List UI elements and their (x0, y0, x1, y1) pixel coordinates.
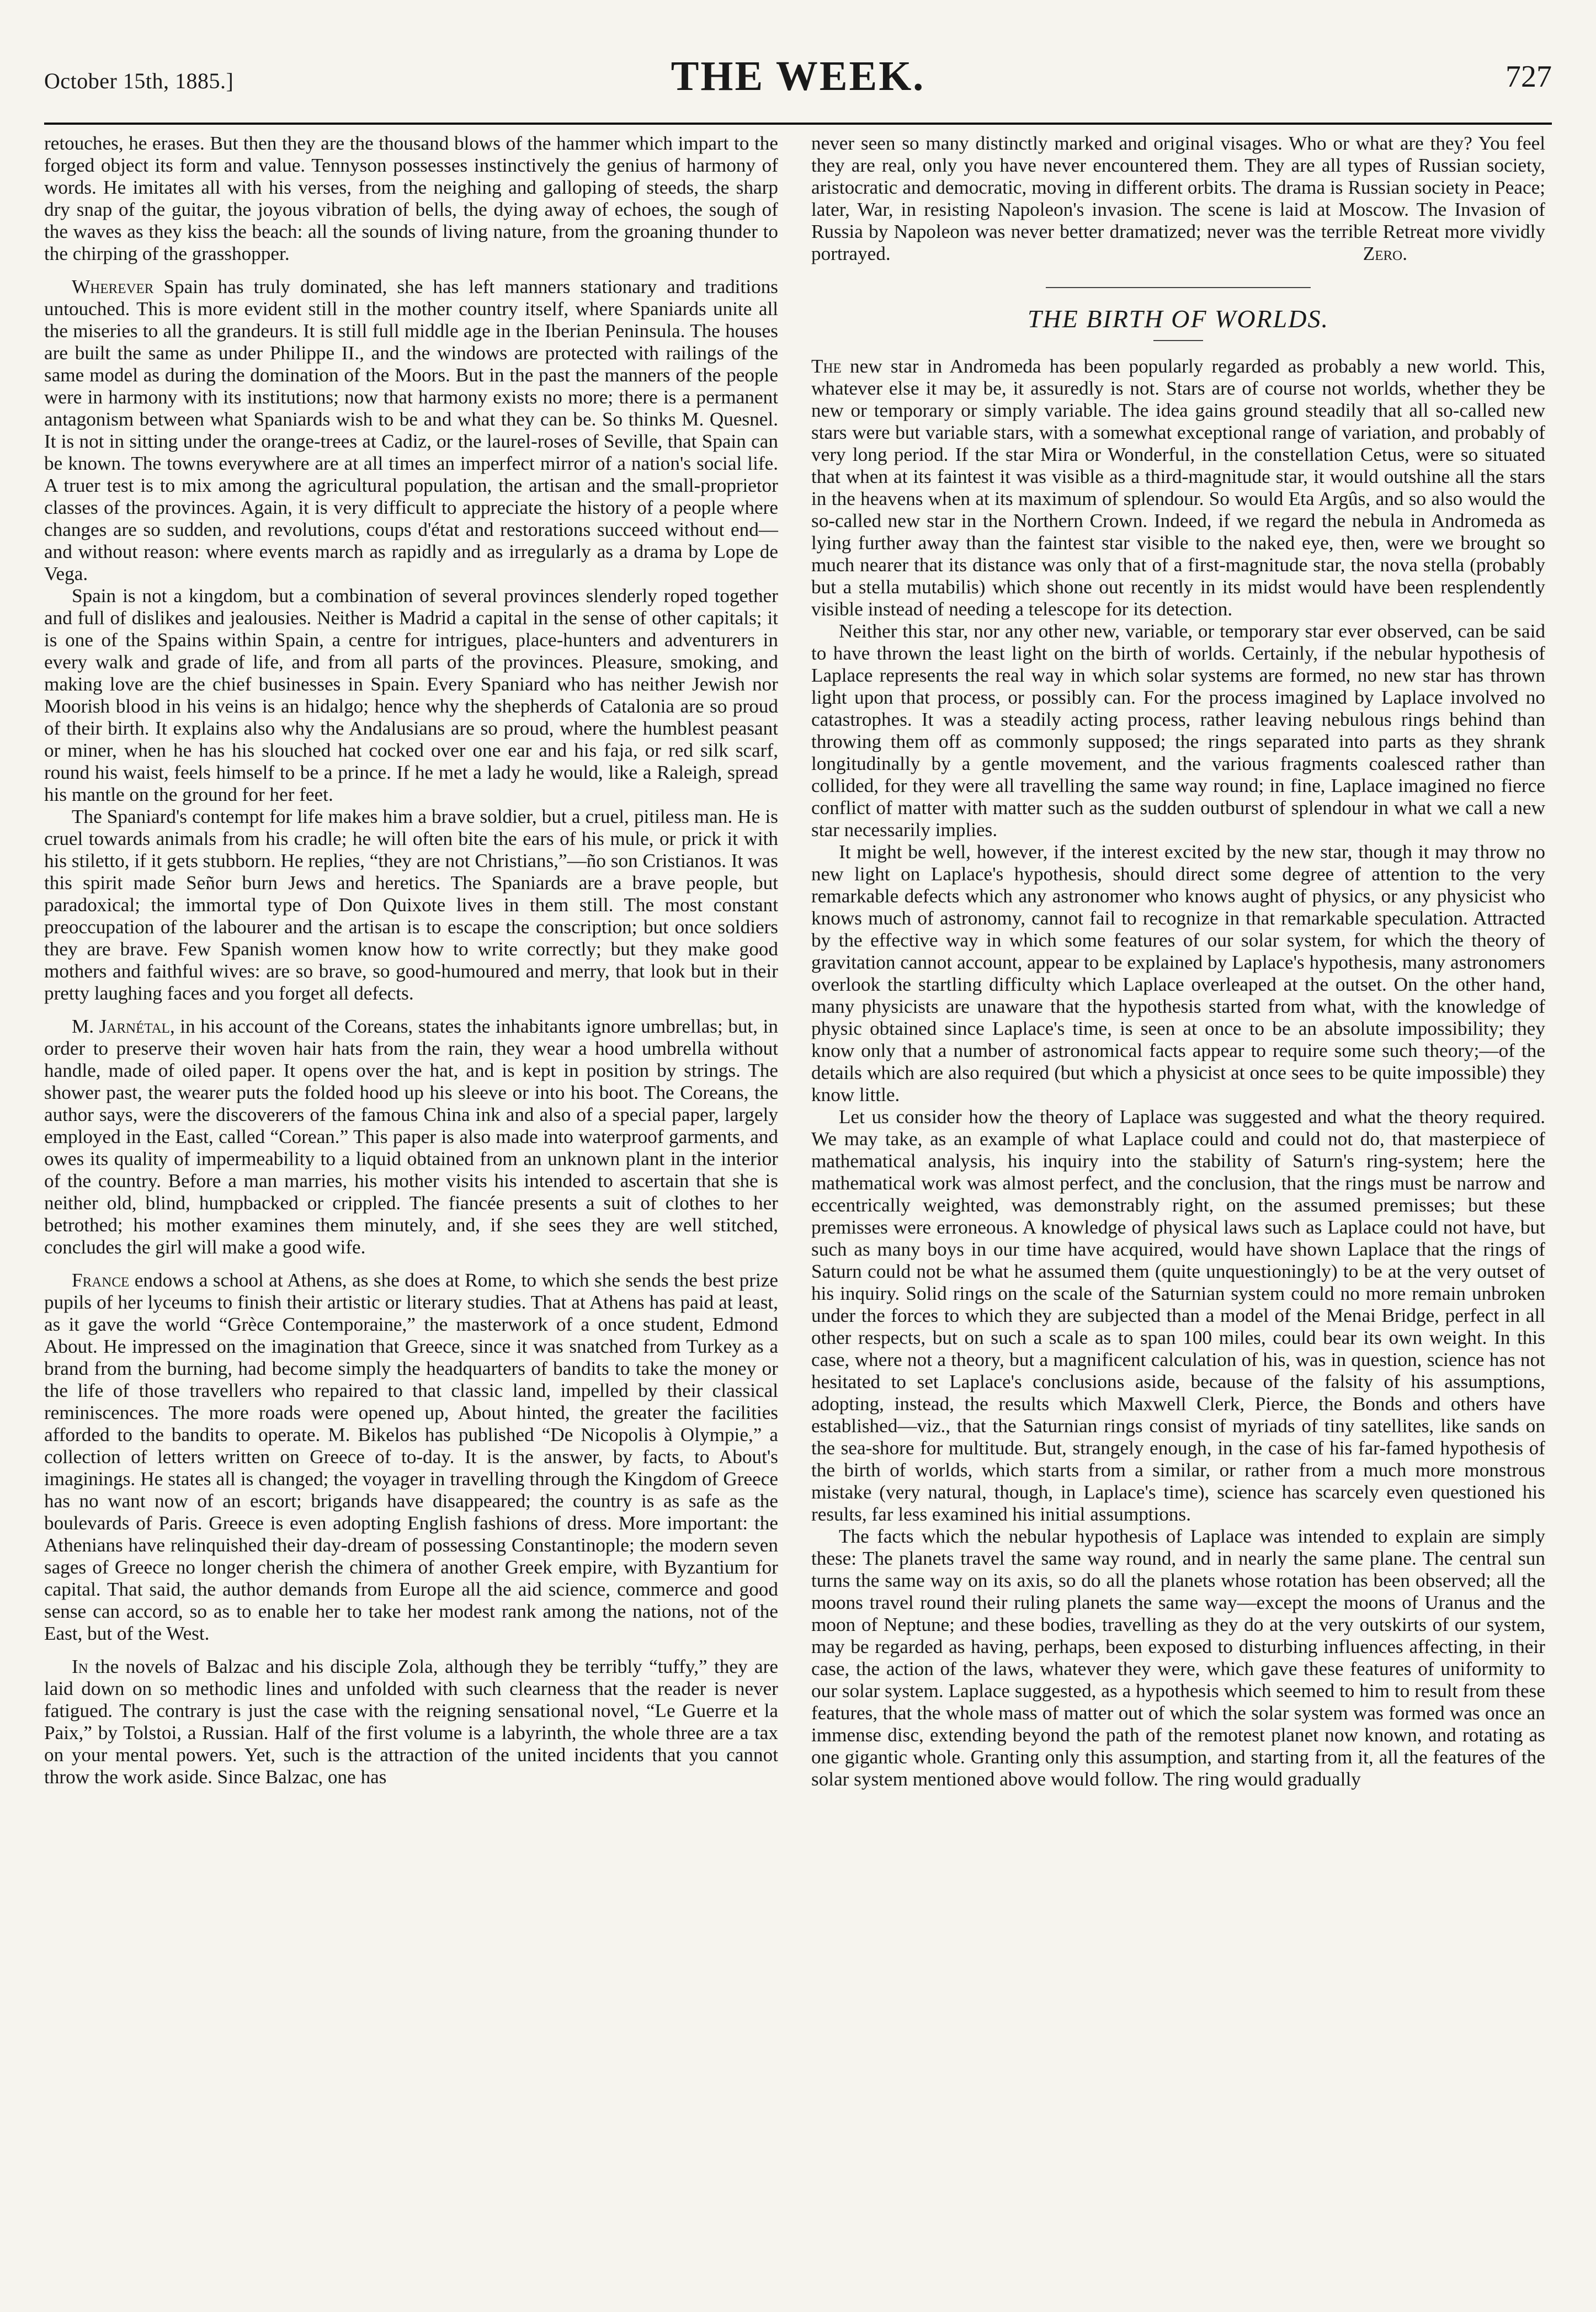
paragraph-text: Spain has truly dominated, she has left manners stationary and traditions untouched. This is more evident still in the mother country itself, where Spaniards unite all the miseries to all the grandeurs. It is still full middle age in the Iberian Peninsula. The houses are built the same as under Philippe II., and the windows are protected with railings of the same model as during the domination of the Moors. But in the past the manners of the people were in harmony with its institutions; now that harmony exists no more; there is a permanent antagonism between what Spaniards wish to be and what they can be. So thinks M. Quesnel. It is not in sitting under the orange-trees at Cadiz, or the laurel-roses of Seville, that Spain can be known. The towns everywhere are at all times an imperfect mirror of a nation's social life. A truer test is to mix among the agricultural population, the artisan and the small-proprietor classes of the provinces. Again, it is very difficult to appreciate the history of a people where changes are so sudden, and revolutions, coups d'état and restorations succeed without end—and without reason: where events march as rapidly and as irregularly as a drama by Lope de Vega. (44, 276, 778, 584)
publication-title: THE WEEK. (671, 53, 925, 99)
paragraph: The Spaniard's contempt for life makes him a brave soldier, but a cruel, pitiless man. He is cruel towards animals from his cradle; he will often bite the ears of his mule, or prick it with his stiletto, if it gets stubborn. He replies, “they are not Christians,”—ño son Cristianos. It was this spirit made Señor burn Jews and heretics. The Spaniards are a brave people, but paradoxical; the immortal type of Don Quixote lives in them still. The most constant preoccupation of the labourer and the artisan is to escape the conscription; but once soldiers they are brave. Few Spanish women know how to write correctly; but they make good mothers and faithful wives: are so brave, so good-humoured and merry, that look but in their pretty laughing faces and you forget all defects. (44, 806, 778, 1004)
paragraph: It might be well, however, if the interest excited by the new star, though it may throw no new light on Laplace's hypothesis, should direct some degree of attention to the very remarkable defects which any astronomer who knows aught of physics, or any physicist who knows much of astronomy, cannot fail to recognize in that remarkable speculation. Attracted by the effective way in which some features of our solar system, for which the theory of gravitation cannot account, appear to be explained by Laplace's hypothesis, many astronomers overlook the startling difficulty which Laplace overleaped at the outset. On the other hand, many physicists are unaware that the hypothesis started from what, with the knowledge of physic obtained since Laplace's time, is seen at once to be an absolute impossibility; they know only that a number of astronomical facts appear to require some such theory;—of the details which are also required (but which a physicist at once sees to be quite impossible) they know little. (811, 841, 1545, 1105)
paragraph: Let us consider how the theory of Laplace was suggested and what the theory required. We may take, as an example of what Laplace could and could not do, that masterpiece of mathematical analysis, his inquiry into the stability of Saturn's ring-system; here the mathematical work was almost perfect, and the conclusion, that the rings must be narrow and eccentrically weighted, was demonstrably right, on the assumed premisses; but these premisses were erroneous. A knowledge of physical laws such as Laplace could not have, but such as many boys in our time have acquired, would have shown Laplace that the rings of Saturn could not be what he assumed them (quite unquestioningly) to be at the very outset of his inquiry. Solid rings on the scale of the Saturnian system could no more remain unbroken under the forces to which they are subjected than a model of the Menai Bridge, perfect in all other respects, but on such a scale as to span 100 miles, could bear its own weight. In this case, where not a theory, but a magnificent calculation of his, was in question, science has not hesitated to set Laplace's conclusions aside, because of the falsity of his assumptions, adopting, instead, the results which Maxwell Clerk, Pierce, the Bonds and others have established—viz., that the Saturnian rings consist of myriads of tiny satellites, like sands on the sea-shore for multitude. But, strangely enough, in the case of his far-famed hypothesis of the birth of worlds, which starts from a similar, or rather from a much more monstrous mistake (very natural, though, in Laplace's time), science has scarcely even questioned his results, far less examined his initial assumptions. (811, 1106, 1545, 1525)
header-rule (44, 123, 1552, 125)
paragraph (44, 1016, 778, 1258)
title-rule (1153, 340, 1203, 341)
section-divider (1046, 287, 1311, 288)
article-title: THE BIRTH OF WORLDS. (1028, 305, 1329, 333)
paragraph (44, 1269, 778, 1645)
paragraph (44, 1656, 778, 1788)
lead-word: Wherever (72, 276, 154, 297)
paragraph-text: the novels of Balzac and his disciple Zola, although they be terribly “tuffy,” they are laid down on so methodic lines and unfolded with such clearness that the reader is never fatigued. The contrary is just the case with the reigning sensational novel, “Le Guerre et la Paix,” by Tolstoi, a Russian. Half of the first volume is a labyrinth, the whole three are a tax on your mental powers. Yet, such is the attraction of the united incidents that you cannot throw the work aside. Since Balzac, one has (44, 1656, 778, 1788)
paragraph-text: in his account of the Coreans, states the inhabitants ignore umbrellas; but, in order to preserve their woven hair hats from the rain, they wear a hood umbrella without handle, made of oiled paper. It opens over the hat, and is kept in position by strings. The shower past, the wearer puts the folded hood up his sleeve or into his boot. The Coreans, the author says, were the discoverers of the famous China ink and also of a special paper, largely employed in the East, called “Corean.” This paper is also made into waterproof garments, and owes its quality of impermeability to a liquid obtained from an unknown plant in the interior of the country. Before a man marries, his mother visits his intended to ascertain that she is neither old, blind, humpbacked or crippled. The fiancée presents a suit of clothes to her betrothed; his mother examines them minutely, and, if she sees they are well stitched, concludes the girl will make a good wife. (44, 1016, 779, 1258)
paragraph-text: endows a school at Athens, as she does at Rome, to which she sends the best prize pupils of her lyceums to finish their artistic or literary studies. That at Athens has paid at least, as it gave the world “Grèce Contemporaine,” the masterwork of a once student, Edmond About. He impressed on the imagination that Greece, since it was snatched from Turkey as a brand from the burning, had become simply the headquarters of bandits to take the money or the life of those travellers who repaired to that classic land, impelled by their classical reminiscences. The more roads were opened up, About hinted, the greater the facilities afforded to the bandits to operate. M. Bikelos has published “De Nicopolis à Olympie,” a collection of letters written on Greece of to-day. It is the answer, by facts, to About's imaginings. He states all is changed; the voyager in travelling through the Kingdom of Greece has no want now of an escort; brigands have disappeared; the country is as safe as the boulevards of Paris. Greece is even adopting English fashions of dress. More important: the Athenians have relinquished their day-dream of possessing Constantinople; the modern seven sages of Greece no longer cherish the chimera of another Greek empire, with Byzantium for capital. That said, the author demands from Europe all the aid science, commerce and good sense can accord, so as to enable her to take her modest rank among the nations, not of the East, but of the West. (44, 1269, 778, 1644)
page-header (44, 52, 1552, 113)
right-column (811, 132, 1545, 1790)
lead-word: France (72, 1269, 130, 1291)
lead-word: The (811, 355, 842, 377)
paragraph: The facts which the nebular hypothesis of Laplace was intended to explain are simply these: The planets travel the same way round, and in nearly the same plane. The central sun turns the same way on its axis, so do all the planets whose rotation has been observed; all the moons travel round their ruling planets the same way—except the moons of Uranus and the moon of Neptune; and these bodies, travelling as they do at the very outskirts of our system, may be regarded as having, perhaps, been exposed to disturbing influences affecting, in their case, the action of the laws, whatever they were, which gave these features of uniformity to our solar system. Laplace suggested, as a hypothesis which seemed to him to result from these features, that the whole mass of matter out of which the solar system was formed was once an immense disc, extending beyond the path of the remotest planet now known, and rotating as one gigantic whole. Granting only this assumption, and starting from it, all the features of the solar system mentioned above would follow. The ring would gradually (811, 1526, 1545, 1790)
left-column (44, 132, 778, 1788)
paragraph: Spain is not a kingdom, but a combination of several provinces slenderly roped together and full of dislikes and jealousies. Neither is Madrid a capital in the sense of other capitals; it is one of the Spains within Spain, a centre for intrigues, place-hunters and adventurers in every walk and grade of life, and from all parts of the provinces. Pleasure, smoking, and making love are the chief businesses in Spain. Every Spaniard who has neither Jewish nor Moorish blood in his veins is an hidalgo; hence why the shepherds of Catalonia are so proud of their birth. It explains also why the Andalusians are so proud, where the humblest peasant or miner, when he has his slouched hat cocked over one ear and his faja, or red silk scarf, round his waist, feels himself to be a prince. If he met a lady he would, like a Raleigh, spread his mantle on the ground for her feet. (44, 585, 778, 805)
lead-word: M. Jarnétal, (72, 1016, 175, 1037)
paragraph: never seen so many distinctly marked and original visages. Who or what are they? You feel they are real, only you have never encountered them. They are all types of Russian society, aristocratic and democratic, moving in different orbits. The drama is Russian society in Peace; later, War, in resisting Napoleon's invasion. The scene is laid at Moscow. The Invasion of Russia by Napoleon was never better dramatized; never was the terrible Retreat more vividly portrayed. (811, 132, 1545, 264)
paragraph-text: new star in Andromeda has been popularly regarded as probably a new world. This, whatever else it may be, it assuredly is not. Stars are of course not worlds, whether they be new or temporary or simply variable. The idea gains ground steadily that all so-called new stars were but variable stars, with a somewhat exceptional range of variation, and probably of very long period. If the star Mira or Wonderful, in the constellation Cetus, were so situated that when at its faintest it was visible as a third-magnitude star, it would outshine all the stars in the heavens when at its maximum of splendour. So would Eta Argûs, and so also would the so-called new star in the Northern Crown. Indeed, if we regard the nebula in Andromeda as lying further away than the faintest star visible to the naked eye, then, were we brought so much nearer that its distance was only that of a first-magnitude star, the nova stella (probably but a stella mutabilis) which shone out recently in its midst would have been resplendently visible instead of needing a telescope for its detection. (811, 355, 1545, 620)
issue-date: October 15th, 1885.] (44, 68, 234, 93)
paragraph (44, 276, 778, 585)
lead-word: In (72, 1656, 88, 1677)
paragraph: retouches, he erases. But then they are the thousand blows of the hammer which impart to the forged object its form and value. Tennyson possesses instinctively the genius of harmony of words. He imitates all with his verses, from the neighing and galloping of steeds, the sharp dry snap of the guitar, the joyous vibration of bells, the dying away of echoes, the sough of the waves as they kiss the beach: all the sounds of living nature, from the groaning thunder to the chirping of the grasshopper. (44, 132, 778, 264)
author-signature: Zero. (1363, 243, 1407, 264)
paragraph (811, 355, 1545, 620)
page-number: 727 (1505, 60, 1552, 94)
paragraph: Neither this star, nor any other new, variable, or temporary star ever observed, can be said to have thrown the least light on the birth of worlds. Certainly, if the nebular hypothesis of Laplace represents the real way in which solar systems are formed, no new star has thrown light upon that process, or possibly can. For the process imagined by Laplace involved no catastrophes. It was a steadily acting process, rather leaving nebulous rings behind than throwing them off as commonly supposed; the rings separated into parts as they shrank longitudinally by a gentle movement, and the various fragments coalesced rather than collided, for they were all travelling the same way round; in fine, Laplace imagined no fierce conflict of matter with matter such as the sudden outburst of splendour in what we call a new star necessarily implies. (811, 620, 1545, 841)
